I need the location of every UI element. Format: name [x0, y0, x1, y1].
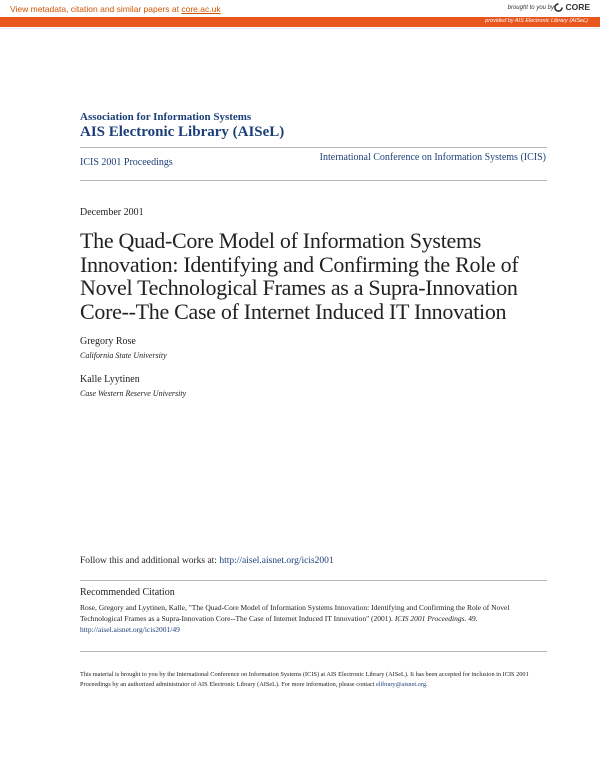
- citation-url[interactable]: http://aisel.aisnet.org/icis2001/49: [80, 625, 180, 634]
- core-label: CORE: [565, 2, 590, 12]
- author-affiliation: Case Western Reserve University: [80, 389, 187, 398]
- divider: [80, 580, 547, 581]
- core-brought-text: brought to you by: [507, 5, 554, 11]
- core-provided-strip: [0, 17, 600, 27]
- citation-journal: ICIS 2001 Proceedings: [394, 614, 465, 623]
- divider: [80, 180, 547, 181]
- proceedings-link[interactable]: ICIS 2001 Proceedings: [80, 157, 173, 168]
- contact-email[interactable]: elibrary@aisnet.org: [376, 681, 426, 688]
- core-view-text: View metadata, citation and similar papers at: [10, 4, 182, 14]
- author-affiliation: California State University: [80, 351, 167, 360]
- author-name: Gregory Rose: [80, 336, 136, 347]
- follow-text: Follow this and additional works at:: [80, 556, 220, 566]
- core-banner: [0, 0, 600, 29]
- library-name[interactable]: AIS Electronic Library (AISeL): [80, 124, 285, 140]
- divider: [80, 147, 547, 148]
- citation-heading: Recommended Citation: [80, 587, 175, 598]
- repository-header: [80, 111, 284, 141]
- conference-link[interactable]: International Conference on Information Systems (ICIS): [319, 152, 546, 163]
- citation-suffix: . 49.: [464, 614, 478, 623]
- follow-line: [80, 556, 334, 566]
- paper-title: The Quad-Core Model of Information Systems Innovation: Identifying and Confirming the Role of Novel Technological Frames as a Supra-Innovation Core--The Case of Internet Induced IT Innovation: [80, 228, 519, 324]
- divider: [80, 651, 547, 652]
- core-view-metadata: [10, 4, 221, 14]
- notice-text: This material is brought to you by the International Conference on Information Systems (ICIS) at AIS Electronic Library (AISeL). It has been accepted for inclusion in ICIS 2001 Proceedings by an authorized administrator of AIS Electronic Library (AISeL). For more information, please contact: [80, 671, 529, 688]
- org-name[interactable]: Association for Information Systems: [80, 111, 252, 123]
- citation-text: [80, 602, 550, 635]
- publication-date: December 2001: [80, 207, 144, 218]
- repository-notice: [80, 670, 550, 690]
- core-logo-icon: [554, 3, 563, 12]
- author-name: Kalle Lyytinen: [80, 374, 140, 385]
- citation-body: Rose, Gregory and Lyytinen, Kalle, "The Quad-Core Model of Information Systems Innovation: Identifying and Confirming the Role of Novel Technological Frames as a Supra-Innovation Core--The Case of Internet Induced IT Innovation" (2001).: [80, 603, 510, 623]
- follow-url[interactable]: http://aisel.aisnet.org/icis2001: [219, 556, 334, 566]
- core-link[interactable]: core.ac.uk: [181, 4, 221, 14]
- core-logo[interactable]: [554, 2, 590, 12]
- notice-end: .: [425, 681, 428, 688]
- core-provided-text: provided by AIS Electronic Library (AISeL): [485, 18, 588, 24]
